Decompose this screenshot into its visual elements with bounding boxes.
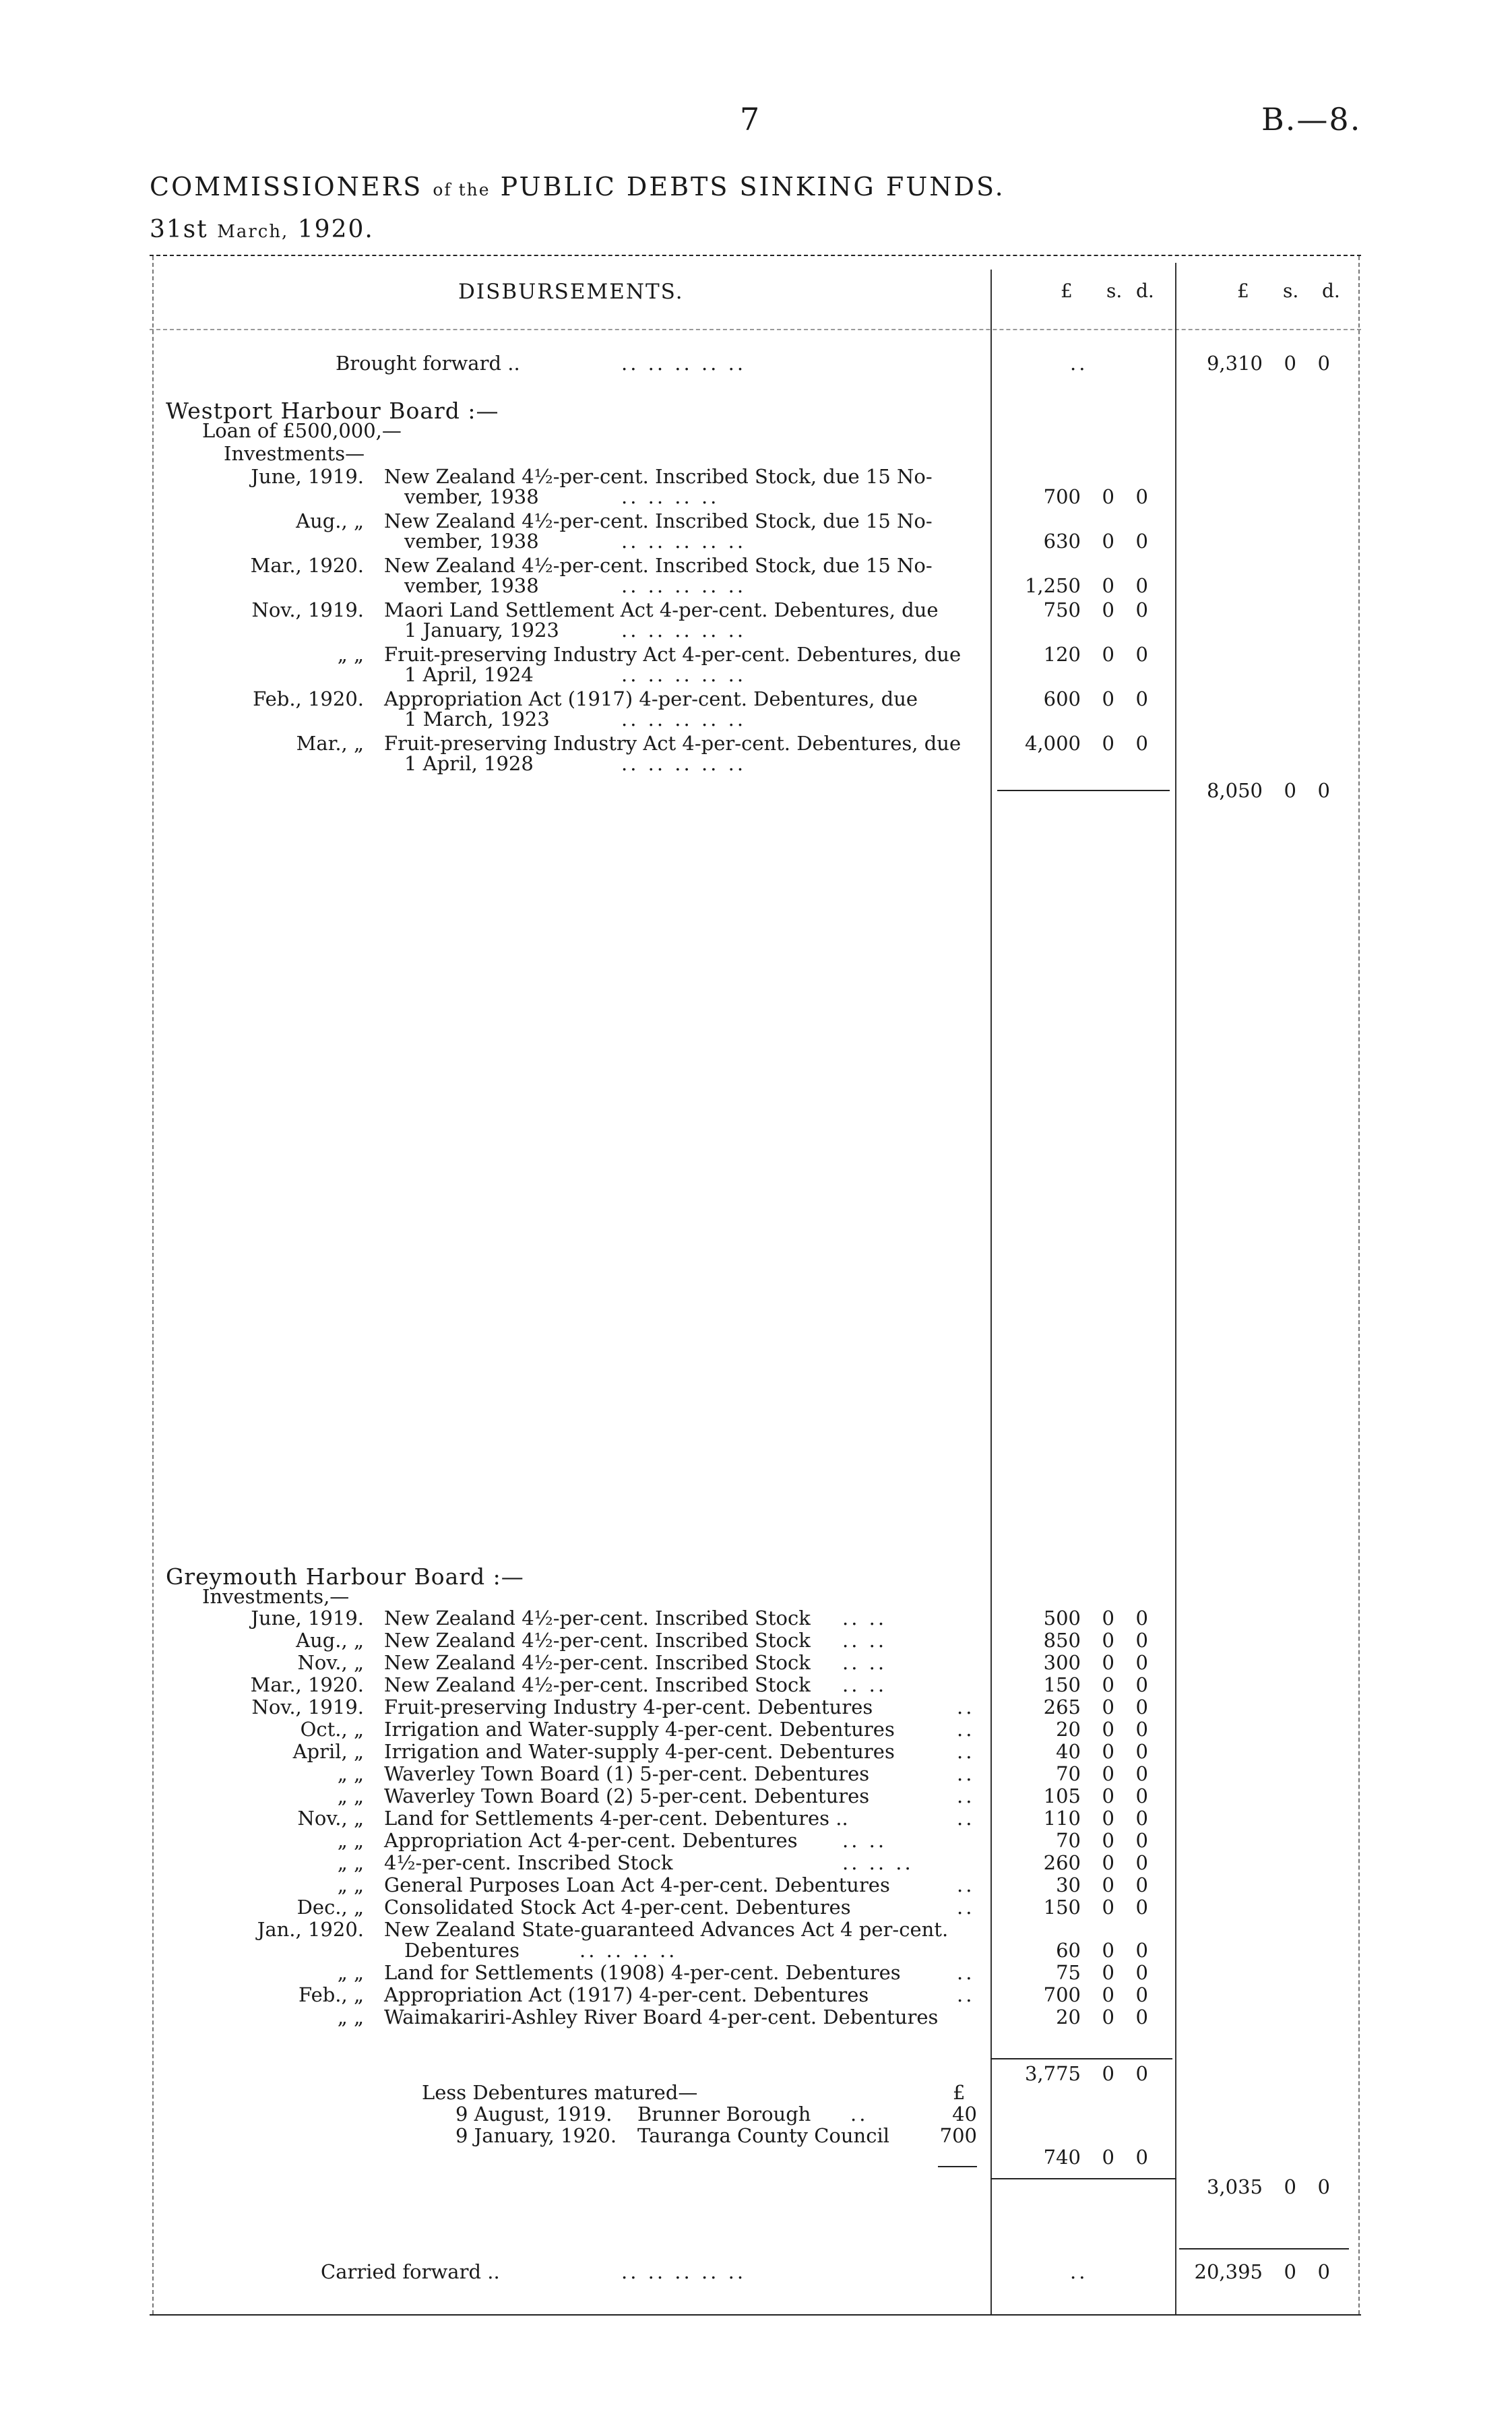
greymouth-entry-pence: 0 <box>1135 1629 1148 1652</box>
greymouth-entry-amount: 40 <box>1056 1740 1081 1763</box>
westport-entry-pence: 0 <box>1135 687 1148 710</box>
westport-entry-description: New Zealand 4½-per-cent. Inscribed Stock, due 15 No- <box>384 465 933 488</box>
less-sum-rule <box>938 2166 977 2167</box>
table-bottom-rule <box>150 2314 1361 2316</box>
westport-entry-leader: .. .. .. .. .. <box>621 619 747 642</box>
greymouth-heading: Greymouth Harbour Board :— <box>166 1563 524 1590</box>
greymouth-entry-shillings: 0 <box>1102 1829 1114 1852</box>
greymouth-entry-shillings: 0 <box>1102 1762 1114 1785</box>
carried-forward-leader: .. .. .. .. .. <box>621 2260 747 2283</box>
pence-header-2: d. <box>1322 280 1340 302</box>
westport-entry-leader: .. .. .. .. <box>621 485 720 508</box>
greymouth-entry-description: Waimakariri-Ashley River Board 4-per-cent. Debentures <box>384 2006 939 2028</box>
greymouth-entry-leader: .. <box>957 1961 975 1984</box>
westport-entry-leader: .. .. .. .. .. <box>621 530 747 553</box>
title-part-3: PUBLIC DEBTS SINKING FUNDS. <box>500 172 1005 201</box>
carried-forward-rule <box>1179 2248 1349 2250</box>
greymouth-entry-amount: 70 <box>1056 1829 1081 1852</box>
brought-forward-label: Brought forward .. <box>336 352 520 375</box>
westport-entry-shillings: 0 <box>1102 643 1114 666</box>
greymouth-entry-date: „ „ <box>337 2006 364 2028</box>
table-top-rule <box>150 255 1361 256</box>
greymouth-entry-shillings: 0 <box>1102 1740 1114 1763</box>
disbursements-heading: DISBURSEMENTS. <box>458 280 684 304</box>
greymouth-entry-pence: 0 <box>1135 1651 1148 1674</box>
westport-entry-description-cont: 1 January, 1923 <box>404 619 559 642</box>
greymouth-entry-description: New Zealand 4½-per-cent. Inscribed Stock <box>384 1651 811 1674</box>
greymouth-entry-leader: .. <box>957 1785 975 1807</box>
greymouth-entry-date: Aug., „ <box>296 1629 364 1652</box>
carried-forward-pence: 0 <box>1317 2260 1330 2283</box>
greymouth-entry-description: New Zealand 4½-per-cent. Inscribed Stock <box>384 1607 811 1630</box>
westport-total-shillings: 0 <box>1284 779 1296 802</box>
greymouth-entry-leader: .. .. <box>842 1607 887 1630</box>
westport-entry-description: New Zealand 4½-per-cent. Inscribed Stock, due 15 No- <box>384 509 933 532</box>
carried-forward-shillings: 0 <box>1284 2260 1296 2283</box>
greymouth-entry-description: New Zealand 4½-per-cent. Inscribed Stock <box>384 1629 811 1652</box>
greymouth-entry-amount: 265 <box>1043 1696 1081 1718</box>
greymouth-entry-shillings: 0 <box>1102 1939 1114 1962</box>
greymouth-entry-description: Irrigation and Water-supply 4-per-cent. Debentures <box>384 1740 895 1763</box>
greymouth-entry-description: Irrigation and Water-supply 4-per-cent. Debentures <box>384 1718 895 1741</box>
greymouth-entry-description: Waverley Town Board (1) 5-per-cent. Debentures <box>384 1762 870 1785</box>
greymouth-entry-description: Appropriation Act 4-per-cent. Debentures <box>384 1829 798 1852</box>
greymouth-entry-shillings: 0 <box>1102 1873 1114 1896</box>
greymouth-entry-pence: 0 <box>1135 1718 1148 1741</box>
greymouth-entry-pence: 0 <box>1135 2006 1148 2028</box>
greymouth-entry-description: Waverley Town Board (2) 5-per-cent. Debentures <box>384 1785 870 1807</box>
greymouth-entry-shillings: 0 <box>1102 1896 1114 1919</box>
westport-entry-leader: .. .. .. .. .. <box>621 663 747 686</box>
greymouth-entry-shillings: 0 <box>1102 1696 1114 1718</box>
greymouth-entry-shillings: 0 <box>1102 1673 1114 1696</box>
westport-entry-shillings: 0 <box>1102 530 1114 553</box>
greymouth-entry-shillings: 0 <box>1102 1983 1114 2006</box>
greymouth-entry-leader: .. .. .. .. <box>579 1939 678 1962</box>
westport-entry-description: Fruit-preserving Industry Act 4-per-cent. Debentures, due <box>384 732 962 755</box>
document-reference: B.—8. <box>1261 101 1362 137</box>
shilling-header-2: s. <box>1283 280 1299 302</box>
westport-entry-shillings: 0 <box>1102 598 1114 621</box>
greymouth-entry-amount: 30 <box>1056 1873 1081 1896</box>
westport-entry-description: Appropriation Act (1917) 4-per-cent. Debentures, due <box>384 687 918 710</box>
date-day: 31st <box>150 216 208 243</box>
greymouth-entry-date: Mar., 1920. <box>250 1673 364 1696</box>
greymouth-entry-pence: 0 <box>1135 1762 1148 1785</box>
less-total: 740 <box>1043 2146 1081 2169</box>
carried-forward-leader-2: .. <box>1070 2260 1088 2283</box>
greymouth-entry-leader: .. <box>957 1696 975 1718</box>
westport-entry-date: Aug., „ <box>296 509 364 532</box>
greymouth-subtotal: 3,775 <box>1024 2062 1081 2085</box>
greymouth-entry-leader: .. .. <box>842 1673 887 1696</box>
greymouth-entry-date: April, „ <box>292 1740 364 1763</box>
header-rule <box>150 329 1361 330</box>
right-border <box>1358 256 1360 2314</box>
greymouth-entry-description: Land for Settlements (1908) 4-per-cent. Debentures <box>384 1961 901 1984</box>
greymouth-entry-shillings: 0 <box>1102 1651 1114 1674</box>
westport-entry-pence: 0 <box>1135 485 1148 508</box>
greymouth-entry-description: Land for Settlements 4-per-cent. Debentures .. <box>384 1807 848 1830</box>
westport-entry-description: Fruit-preserving Industry Act 4-per-cent. Debentures, due <box>384 643 962 666</box>
westport-entry-amount: 4,000 <box>1024 732 1081 755</box>
greymouth-entry-date: Oct., „ <box>300 1718 364 1741</box>
greymouth-entry-pence: 0 <box>1135 1939 1148 1962</box>
westport-entry-description-cont: 1 April, 1924 <box>404 663 534 686</box>
greymouth-entry-amount: 700 <box>1043 1983 1081 2006</box>
westport-entry-date: June, 1919. <box>251 465 364 488</box>
greymouth-entry-date: „ „ <box>337 1762 364 1785</box>
date-month: March, <box>217 222 289 242</box>
greymouth-entry-pence: 0 <box>1135 1807 1148 1830</box>
greymouth-entry-pence: 0 <box>1135 1983 1148 2006</box>
left-border <box>152 256 154 2314</box>
greymouth-subtotal-pence: 0 <box>1135 2062 1148 2085</box>
less-debentures-pound: £ <box>953 2081 966 2104</box>
greymouth-entry-date: „ „ <box>337 1785 364 1807</box>
greymouth-entry-amount: 70 <box>1056 1762 1081 1785</box>
less-item-amount: 700 <box>939 2124 977 2147</box>
greymouth-entry-description: Appropriation Act (1917) 4-per-cent. Debentures <box>384 1983 869 2006</box>
greymouth-entry-shillings: 0 <box>1102 1807 1114 1830</box>
westport-entry-description-cont: vember, 1938 <box>404 485 539 508</box>
greymouth-total-shillings: 0 <box>1284 2175 1296 2198</box>
column-divider-1 <box>990 270 992 2314</box>
greymouth-entry-date: „ „ <box>337 1873 364 1896</box>
westport-investments-label: Investments— <box>224 442 365 465</box>
westport-entry-pence: 0 <box>1135 530 1148 553</box>
westport-entry-amount: 630 <box>1043 530 1081 553</box>
greymouth-entry-amount: 105 <box>1043 1785 1081 1807</box>
greymouth-investments-label: Investments,— <box>202 1585 350 1608</box>
westport-entry-leader: .. .. .. .. .. <box>621 708 747 731</box>
less-item-leader: .. <box>850 2103 869 2126</box>
brought-forward-shillings: 0 <box>1284 352 1296 375</box>
greymouth-entry-leader: .. .. <box>842 1829 887 1852</box>
greymouth-entry-description: 4½-per-cent. Inscribed Stock <box>384 1851 673 1874</box>
westport-entry-amount: 1,250 <box>1024 574 1081 597</box>
westport-entry-shillings: 0 <box>1102 732 1114 755</box>
greymouth-entry-date: „ „ <box>337 1829 364 1852</box>
less-item-date: 9 January, 1920. <box>455 2124 617 2147</box>
greymouth-entry-amount: 20 <box>1056 1718 1081 1741</box>
greymouth-entry-shillings: 0 <box>1102 1629 1114 1652</box>
greymouth-entry-shillings: 0 <box>1102 1607 1114 1630</box>
westport-entry-description-cont: 1 March, 1923 <box>404 708 550 731</box>
westport-entry-pence: 0 <box>1135 643 1148 666</box>
greymouth-entry-description-cont: Debentures <box>404 1939 520 1962</box>
greymouth-entry-leader: .. <box>957 1740 975 1763</box>
carried-forward-amount: 20,395 <box>1194 2260 1263 2283</box>
westport-entry-date: Nov., 1919. <box>251 598 364 621</box>
shilling-header-1: s. <box>1106 280 1123 302</box>
greymouth-total: 3,035 <box>1206 2175 1263 2198</box>
title-part-1: COMMISSIONERS <box>150 172 423 201</box>
greymouth-entry-amount: 75 <box>1056 1961 1081 1984</box>
westport-entry-description-cont: vember, 1938 <box>404 530 539 553</box>
westport-entry-leader: .. .. .. .. .. <box>621 574 747 597</box>
westport-total-pence: 0 <box>1317 779 1330 802</box>
greymouth-entry-leader: .. .. <box>842 1629 887 1652</box>
greymouth-entry-leader: .. <box>957 1718 975 1741</box>
westport-entry-pence: 0 <box>1135 574 1148 597</box>
less-item-description: Brunner Borough <box>637 2103 811 2126</box>
greymouth-entry-amount: 60 <box>1056 1939 1081 1962</box>
westport-loan: Loan of £500,000,— <box>202 419 402 442</box>
greymouth-entry-shillings: 0 <box>1102 1785 1114 1807</box>
greymouth-entry-amount: 300 <box>1043 1651 1081 1674</box>
westport-entry-description: New Zealand 4½-per-cent. Inscribed Stock, due 15 No- <box>384 554 933 577</box>
westport-entry-date: „ „ <box>337 643 364 666</box>
greymouth-entry-pence: 0 <box>1135 1785 1148 1807</box>
less-item-amount: 40 <box>952 2103 977 2126</box>
greymouth-entry-amount: 110 <box>1043 1807 1081 1830</box>
greymouth-entry-description: New Zealand 4½-per-cent. Inscribed Stock <box>384 1673 811 1696</box>
greymouth-entry-pence: 0 <box>1135 1607 1148 1630</box>
greymouth-entry-date: „ „ <box>337 1961 364 1984</box>
westport-entry-amount: 750 <box>1043 598 1081 621</box>
westport-entry-pence: 0 <box>1135 732 1148 755</box>
greymouth-subtotal-rule <box>990 2058 1172 2059</box>
westport-entry-shillings: 0 <box>1102 574 1114 597</box>
greymouth-entry-pence: 0 <box>1135 1673 1148 1696</box>
greymouth-entry-amount: 150 <box>1043 1896 1081 1919</box>
brought-forward-leader: .. .. .. .. .. <box>621 352 747 375</box>
pound-header-2: £ <box>1237 280 1249 302</box>
greymouth-entry-date: „ „ <box>337 1851 364 1874</box>
westport-entry-amount: 600 <box>1043 687 1081 710</box>
greymouth-entry-pence: 0 <box>1135 1851 1148 1874</box>
greymouth-entry-leader: .. <box>957 1896 975 1919</box>
less-item-description: Tauranga County Council <box>637 2124 890 2147</box>
greymouth-entry-date: Nov., 1919. <box>251 1696 364 1718</box>
greymouth-entry-description: New Zealand State-guaranteed Advances Act 4 per-cent. <box>384 1918 949 1941</box>
column-divider-2 <box>1175 263 1176 2314</box>
greymouth-entry-date: Dec., „ <box>296 1896 364 1919</box>
greymouth-entry-date: Nov., „ <box>297 1807 364 1830</box>
greymouth-entry-pence: 0 <box>1135 1829 1148 1852</box>
greymouth-entry-amount: 850 <box>1043 1629 1081 1652</box>
westport-entry-description-cont: 1 April, 1928 <box>404 752 534 775</box>
westport-entry-description-cont: vember, 1938 <box>404 574 539 597</box>
date-year: 1920. <box>297 216 374 243</box>
greymouth-entry-shillings: 0 <box>1102 1961 1114 1984</box>
greymouth-entry-pence: 0 <box>1135 1696 1148 1718</box>
greymouth-entry-leader: .. <box>957 1873 975 1896</box>
greymouth-entry-description: Fruit-preserving Industry 4-per-cent. Debentures <box>384 1696 873 1718</box>
westport-entry-description: Maori Land Settlement Act 4-per-cent. Debentures, due <box>384 598 939 621</box>
brought-forward-leader-2: .. <box>1070 352 1088 375</box>
greymouth-entry-leader: .. <box>957 1807 975 1830</box>
westport-entry-date: Mar., 1920. <box>250 554 364 577</box>
greymouth-entry-pence: 0 <box>1135 1896 1148 1919</box>
less-debentures-label: Less Debentures matured— <box>422 2081 698 2104</box>
greymouth-entry-leader: .. <box>957 1983 975 2006</box>
greymouth-entry-pence: 0 <box>1135 1740 1148 1763</box>
greymouth-total-rule <box>990 2178 1176 2179</box>
greymouth-entry-leader: .. <box>957 1762 975 1785</box>
greymouth-entry-date: June, 1919. <box>251 1607 364 1630</box>
westport-entry-date: Feb., 1920. <box>253 687 364 710</box>
less-item-date: 9 August, 1919. <box>455 2103 612 2126</box>
greymouth-subtotal-shillings: 0 <box>1102 2062 1114 2085</box>
less-total-shillings: 0 <box>1102 2146 1114 2169</box>
westport-heading: Westport Harbour Board :— <box>166 398 499 424</box>
greymouth-entry-date: Jan., 1920. <box>257 1918 364 1941</box>
brought-forward-pence: 0 <box>1317 352 1330 375</box>
statement-date <box>150 216 374 243</box>
greymouth-entry-date: Nov., „ <box>297 1651 364 1674</box>
westport-entry-date: Mar., „ <box>296 732 364 755</box>
westport-total: 8,050 <box>1206 779 1263 802</box>
carried-forward-label: Carried forward .. <box>321 2260 500 2283</box>
page-title <box>150 172 1005 201</box>
westport-entry-pence: 0 <box>1135 598 1148 621</box>
less-total-pence: 0 <box>1135 2146 1148 2169</box>
greymouth-entry-amount: 500 <box>1043 1607 1081 1630</box>
greymouth-entry-pence: 0 <box>1135 1873 1148 1896</box>
greymouth-entry-description: General Purposes Loan Act 4-per-cent. Debentures <box>384 1873 890 1896</box>
greymouth-entry-amount: 260 <box>1043 1851 1081 1874</box>
greymouth-entry-shillings: 0 <box>1102 1851 1114 1874</box>
greymouth-entry-shillings: 0 <box>1102 1718 1114 1741</box>
greymouth-entry-shillings: 0 <box>1102 2006 1114 2028</box>
greymouth-entry-pence: 0 <box>1135 1961 1148 1984</box>
greymouth-entry-description: Consolidated Stock Act 4-per-cent. Debentures <box>384 1896 851 1919</box>
greymouth-entry-amount: 20 <box>1056 2006 1081 2028</box>
greymouth-total-pence: 0 <box>1317 2175 1330 2198</box>
brought-forward-amount: 9,310 <box>1206 352 1263 375</box>
title-part-2: of the <box>433 180 491 199</box>
greymouth-entry-amount: 150 <box>1043 1673 1081 1696</box>
westport-entry-leader: .. .. .. .. .. <box>621 752 747 775</box>
greymouth-entry-date: Feb., „ <box>298 1983 364 2006</box>
greymouth-entry-leader: .. .. .. <box>842 1851 914 1874</box>
greymouth-entry-leader: .. .. <box>842 1651 887 1674</box>
westport-entry-shillings: 0 <box>1102 687 1114 710</box>
pence-header-1: d. <box>1136 280 1154 302</box>
pound-header-1: £ <box>1061 280 1073 302</box>
westport-entry-amount: 120 <box>1043 643 1081 666</box>
westport-entry-amount: 700 <box>1043 485 1081 508</box>
westport-sum-rule <box>997 790 1170 791</box>
page-number: 7 <box>740 101 760 137</box>
westport-entry-shillings: 0 <box>1102 485 1114 508</box>
